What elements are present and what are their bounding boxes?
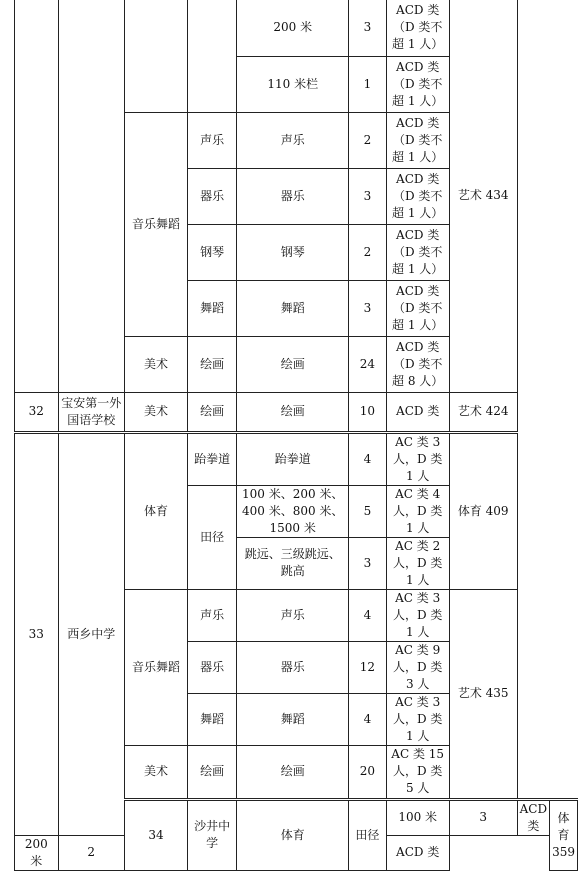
enrollment-table (14, 0, 578, 871)
event-cell: 跳远、三级跳远、跳高 (237, 537, 349, 589)
event-cell: 器乐 (237, 641, 349, 693)
count-cell: 4 (349, 693, 386, 745)
admission-category-cell: AC 类 9 人，D 类 3 人 (386, 641, 449, 693)
category-cell: 体育 (237, 799, 349, 870)
table-row (15, 0, 578, 56)
school-name-cell: 沙井中学 (188, 799, 237, 870)
event-cell: 器乐 (237, 168, 349, 224)
subcategory-cell: 钢琴 (188, 224, 237, 280)
category-cell: 体育 (124, 432, 187, 589)
category-cell: 美术 (124, 392, 187, 432)
event-cell: 钢琴 (237, 224, 349, 280)
subcategory-cell: 舞蹈 (188, 693, 237, 745)
count-cell: 10 (349, 392, 386, 432)
table-row (15, 432, 578, 485)
event-cell: 声乐 (237, 589, 349, 641)
admission-category-cell: ACD 类（D 类不超 1 人） (386, 280, 449, 336)
count-cell: 3 (449, 799, 517, 835)
event-cell: 舞蹈 (237, 280, 349, 336)
admission-category-cell: ACD 类（D 类不超 1 人） (386, 224, 449, 280)
event-cell: 跆拳道 (237, 432, 349, 485)
program-code-cell: 体育 359 (550, 799, 578, 870)
count-cell: 2 (58, 835, 124, 870)
subcategory-cell (188, 0, 237, 112)
admission-category-cell: AC 类 15 人，D 类 5 人 (386, 745, 449, 799)
event-cell: 绘画 (237, 745, 349, 799)
admission-category-cell: AC 类 3 人，D 类 1 人 (386, 432, 449, 485)
category-cell: 音乐舞蹈 (124, 589, 187, 745)
school-number-cell: 34 (124, 799, 187, 870)
subcategory-cell: 声乐 (188, 589, 237, 641)
school-number-cell (15, 0, 59, 392)
count-cell: 3 (349, 168, 386, 224)
event-cell: 舞蹈 (237, 693, 349, 745)
admission-category-cell: ACD 类（D 类不超 1 人） (386, 56, 449, 112)
event-cell: 110 米栏 (237, 56, 349, 112)
program-code-cell: 体育 409 (449, 432, 517, 589)
admission-category-cell: AC 类 3 人，D 类 1 人 (386, 589, 449, 641)
event-cell: 100 米 (386, 799, 449, 835)
event-cell: 绘画 (237, 392, 349, 432)
subcategory-cell: 绘画 (188, 745, 237, 799)
admission-category-cell: ACD 类（D 类不超 1 人） (386, 112, 449, 168)
subcategory-cell: 器乐 (188, 641, 237, 693)
admission-category-cell: AC 类 3 人，D 类 1 人 (386, 693, 449, 745)
subcategory-cell: 跆拳道 (188, 432, 237, 485)
admission-category-cell: ACD 类 (386, 392, 449, 432)
count-cell: 12 (349, 641, 386, 693)
count-cell: 3 (349, 537, 386, 589)
count-cell: 20 (349, 745, 386, 799)
subcategory-cell: 器乐 (188, 168, 237, 224)
subcategory-cell: 舞蹈 (188, 280, 237, 336)
count-cell: 5 (349, 485, 386, 537)
count-cell: 24 (349, 336, 386, 392)
school-name-cell (58, 0, 124, 392)
count-cell: 4 (349, 589, 386, 641)
subcategory-cell: 绘画 (188, 336, 237, 392)
table-row (15, 392, 578, 432)
program-code-cell: 艺术 435 (449, 589, 517, 799)
program-code-cell: 艺术 434 (449, 0, 517, 392)
count-cell: 4 (349, 432, 386, 485)
subcategory-cell: 绘画 (188, 392, 237, 432)
category-cell: 美术 (124, 745, 187, 799)
school-number-cell: 32 (15, 392, 59, 432)
enrollment-table-page (14, 0, 578, 871)
admission-category-cell: ACD 类（D 类不超 8 人） (386, 336, 449, 392)
admission-category-cell: AC 类 4 人，D 类 1 人 (386, 485, 449, 537)
event-cell: 声乐 (237, 112, 349, 168)
admission-category-cell: ACD 类（D 类不超 1 人） (386, 0, 449, 56)
subcategory-cell: 声乐 (188, 112, 237, 168)
school-number-cell: 33 (15, 432, 59, 835)
count-cell: 1 (349, 56, 386, 112)
admission-category-cell: ACD 类（D 类不超 1 人） (386, 168, 449, 224)
count-cell: 3 (349, 0, 386, 56)
category-cell (124, 0, 187, 112)
school-name-cell: 西乡中学 (58, 432, 124, 835)
event-cell: 200 米 (237, 0, 349, 56)
count-cell: 2 (349, 224, 386, 280)
admission-category-cell: ACD 类 (517, 799, 549, 835)
event-cell: 绘画 (237, 336, 349, 392)
category-cell: 音乐舞蹈 (124, 112, 187, 336)
subcategory-cell: 田径 (349, 799, 386, 870)
admission-category-cell: AC 类 2 人，D 类 1 人 (386, 537, 449, 589)
count-cell: 2 (349, 112, 386, 168)
admission-category-cell: ACD 类 (386, 835, 449, 870)
event-cell: 100 米、200 米、400 米、800 米、1500 米 (237, 485, 349, 537)
event-cell: 200 米 (15, 835, 59, 870)
school-name-cell: 宝安第一外国语学校 (58, 392, 124, 432)
count-cell: 3 (349, 280, 386, 336)
category-cell: 美术 (124, 336, 187, 392)
subcategory-cell: 田径 (188, 485, 237, 589)
program-code-cell: 艺术 424 (449, 392, 517, 432)
